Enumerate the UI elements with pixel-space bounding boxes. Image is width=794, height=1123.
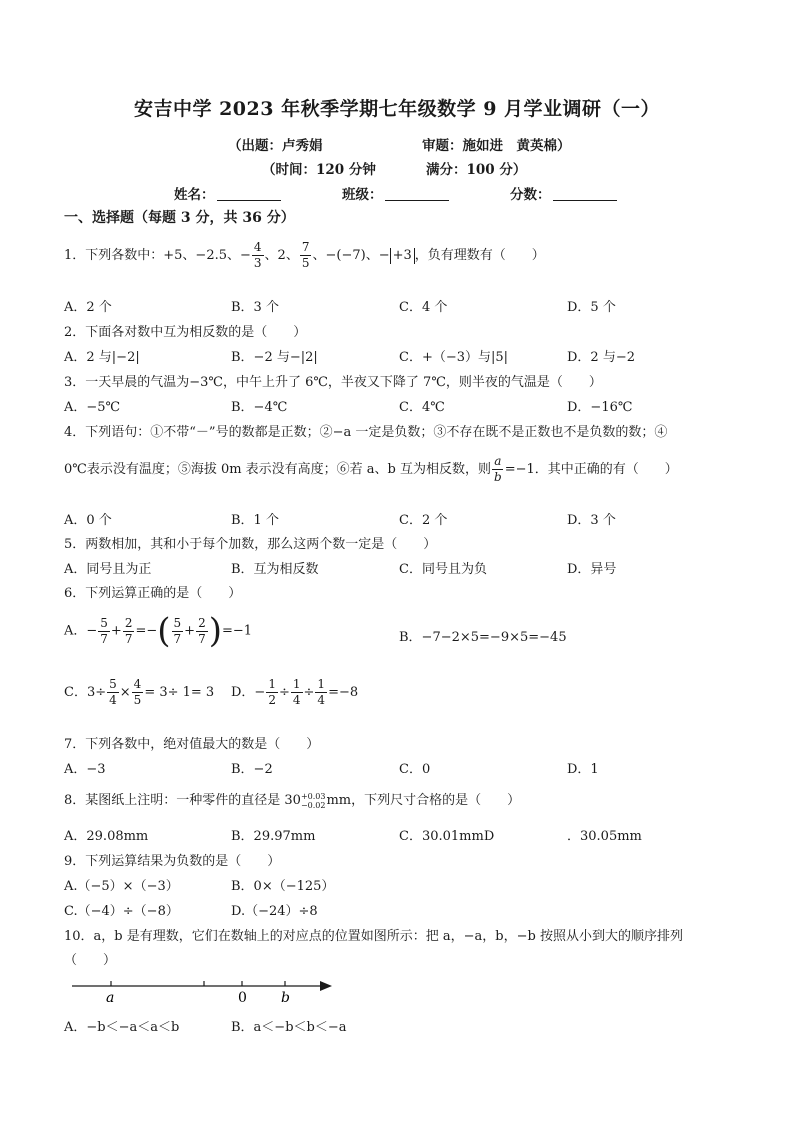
fraction: $\frac{5}{4}$ — [109, 677, 117, 707]
points-field[interactable] — [510, 183, 617, 203]
fraction: $\frac{1}{4}$ — [317, 677, 326, 707]
q10-option-a[interactable]: A．−b＜−a＜a＜b — [64, 1020, 180, 1035]
q6-option-d[interactable]: D．− $\frac{1}{2}$ ÷ $\frac{1}{4}$ ÷ $\frac{1}{4}$ =−8 — [231, 677, 359, 707]
q6-option-a[interactable]: A．− $\frac{5}{7}$ + $\frac{2}{7}$ =−( $\frac{5}{7}$ + $\frac{2}{7}$ )=−1 — [64, 611, 253, 651]
question-9-stem: 9．下列运算结果为负数的是（ ） — [64, 854, 281, 869]
question-4-line1: 4．下列语句：①不带“－”号的数都是正数；②−a 一定是负数；③不存在既不是正数也不是负数的数；④ — [64, 425, 668, 440]
points-label: 分数： — [510, 187, 551, 203]
q7-option-c[interactable]: C．0 — [399, 762, 431, 777]
q1-option-a[interactable]: A．2 个 — [64, 300, 112, 315]
section-heading: 一、选择题（每题 3 分，共 36 分） — [64, 210, 295, 226]
question-4-line2: 0℃表示没有温度；⑤海拔 0m 表示没有高度；⑥若 a、b 互为相反数，则 $\frac{a}{b}$ =−1．其中正确的有（ ） — [64, 454, 678, 484]
q5-option-c[interactable]: C．同号且为负 — [399, 562, 487, 577]
question-1-stem: 1．下列各数中：+5、−2.5、− $\frac{4}{3}$ 、2、 $\frac{7}{5}$ 、−(−7)、− +3 ，负有理数有（ ） — [64, 240, 545, 270]
q5-option-a[interactable]: A．同号且为正 — [64, 562, 152, 577]
question-10-line2: （ ） — [64, 953, 117, 968]
q4-option-b[interactable]: B．1 个 — [231, 513, 279, 528]
fraction: $\frac{5}{7}$ — [173, 615, 182, 646]
q2-option-c[interactable]: C．+（−3）与|5| — [399, 350, 509, 365]
q2-option-a[interactable]: A．2 与|−2| — [64, 350, 140, 365]
fraction: $\frac{4}{3}$ — [253, 240, 262, 270]
reviewers-line: 审题：施如进 黄英棉） — [422, 138, 571, 154]
fraction: $\frac{4}{5}$ — [133, 677, 142, 707]
question-7-stem: 7．下列各数中，绝对值最大的数是（ ） — [64, 737, 320, 752]
q8-option-c[interactable]: C．30.01mmD — [399, 829, 495, 844]
tolerance: +0.03 −0.02 — [300, 791, 326, 810]
q3-option-b[interactable]: B．−4℃ — [231, 400, 288, 415]
setters-line: （出题：卢秀娟 — [228, 138, 323, 154]
q9-option-b[interactable]: B．0×（−125） — [231, 879, 335, 894]
q2-option-b[interactable]: B．−2 与−|2| — [231, 350, 318, 365]
q2-option-d[interactable]: D．2 与−2 — [567, 350, 635, 365]
label-a: a — [106, 990, 115, 1006]
number-line-diagram — [60, 972, 350, 1012]
class-field[interactable] — [342, 183, 449, 203]
q4-option-d[interactable]: D．3 个 — [567, 513, 616, 528]
arrow-head-icon — [320, 981, 332, 991]
q8-option-b[interactable]: B．29.97mm — [231, 829, 316, 844]
name-label: 姓名： — [174, 187, 215, 203]
exam-title: 安吉中学 2023 年秋季学期七年级数学 9 月学业调研（一） — [133, 98, 661, 120]
q4-option-a[interactable]: A．0 个 — [64, 513, 112, 528]
points-blank[interactable] — [553, 187, 617, 201]
q9-option-c[interactable]: C.（−4）÷（−8） — [64, 904, 179, 919]
label-b: b — [281, 990, 290, 1006]
q1-option-b[interactable]: B．3 个 — [231, 300, 279, 315]
q9-option-a[interactable]: A.（−5）×（−3） — [64, 879, 179, 894]
q3-option-d[interactable]: D．−16℃ — [567, 400, 633, 415]
q10-option-b[interactable]: B．a＜−b＜b＜−a — [231, 1020, 347, 1035]
fraction: $\frac{1}{2}$ — [268, 677, 276, 707]
fraction: $\frac{1}{4}$ — [292, 677, 301, 707]
question-8-stem: 8．某图纸上注明：一种零件的直径是 30 +0.03 −0.02 mm，下列尺寸合格的是（ ） — [64, 791, 521, 810]
q7-option-b[interactable]: B．−2 — [231, 762, 273, 777]
fraction: $\frac{2}{7}$ — [124, 615, 133, 646]
q6-option-c[interactable]: C．3÷ $\frac{5}{4}$ × $\frac{4}{5}$ = 3÷ 1= 3 — [64, 677, 215, 707]
q6-option-b[interactable]: B．−7−2×5=−9×5=−45 — [399, 630, 567, 645]
q1-option-d[interactable]: D．5 个 — [567, 300, 616, 315]
q8-option-d[interactable]: ．30.05mm — [567, 829, 642, 844]
q9-option-d[interactable]: D.（−24）÷8 — [231, 904, 318, 919]
q3-option-c[interactable]: C．4℃ — [399, 400, 445, 415]
q5-option-d[interactable]: D．异号 — [567, 562, 617, 577]
question-5-stem: 5．两数相加，其和小于每个加数，那么这两个数一定是（ ） — [64, 537, 437, 552]
q5-option-b[interactable]: B．互为相反数 — [231, 562, 319, 577]
q1-option-c[interactable]: C．4 个 — [399, 300, 448, 315]
q7-option-a[interactable]: A．−3 — [64, 762, 106, 777]
fraction: $\frac{7}{5}$ — [301, 240, 310, 270]
class-label: 班级： — [342, 187, 383, 203]
q7-option-d[interactable]: D．1 — [567, 762, 599, 777]
score-line: 满分：100 分） — [426, 162, 527, 178]
question-10-line1: 10．a，b 是有理数，它们在数轴上的对应点的位置如图所示：把 a，−a，b，−b 按照从小到大的顺序排列 — [64, 929, 683, 944]
fraction: $\frac{5}{7}$ — [100, 615, 108, 646]
name-field[interactable] — [174, 183, 281, 203]
fraction: $\frac{2}{7}$ — [198, 615, 206, 646]
q3-option-a[interactable]: A．−5℃ — [64, 400, 121, 415]
q8-option-a[interactable]: A．29.08mm — [64, 829, 149, 844]
question-6-stem: 6．下列运算正确的是（ ） — [64, 586, 242, 601]
time-line: （时间：120 分钟 — [262, 162, 376, 178]
fraction: $\frac{a}{b}$ — [494, 454, 502, 484]
name-blank[interactable] — [217, 187, 281, 201]
class-blank[interactable] — [385, 187, 449, 201]
absolute-value: +3 — [390, 248, 415, 264]
q4-option-c[interactable]: C．2 个 — [399, 513, 448, 528]
question-2-stem: 2．下面各对数中互为相反数的是（ ） — [64, 325, 307, 340]
label-zero: 0 — [238, 990, 247, 1006]
question-3-stem: 3．一天早晨的气温为−3℃，中午上升了 6℃，半夜又下降了 7℃，则半夜的气温是（ ） — [64, 375, 602, 390]
